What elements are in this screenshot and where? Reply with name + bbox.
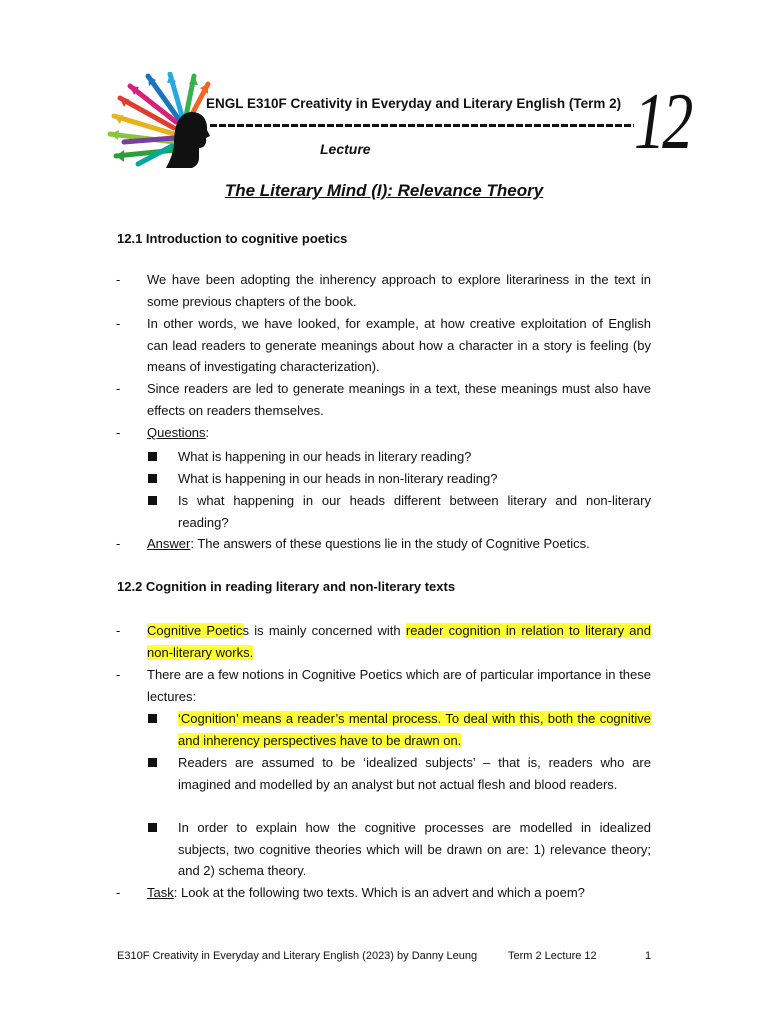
notion-item: [178, 708, 651, 751]
colorful-head-logo: [104, 72, 214, 168]
question-item: What is happening in our heads in literary reading?: [178, 449, 472, 464]
lecture-label: Lecture: [320, 141, 371, 157]
question-item: What is happening in our heads in non-literary reading?: [178, 471, 498, 486]
bullet-text: There are a few notions in Cognitive Poetics which are of particular importance in these lectures:: [147, 667, 651, 704]
square-bullet-icon: [148, 452, 157, 461]
dash-bullet: -: [116, 667, 121, 682]
task-text: : Look at the following two texts. Which is an advert and which a poem?: [173, 885, 585, 900]
square-bullet-icon: [148, 758, 157, 767]
course-title: ENGL E310F Creativity in Everyday and Literary English (Term 2): [206, 96, 622, 111]
bullet-text-mid: s is mainly concerned with: [242, 623, 406, 638]
page-number: 1: [645, 950, 652, 962]
square-bullet-icon: [148, 823, 157, 832]
bullet-text: We have been adopting the inherency approach to explore literariness in the text in some previous chapters of the book.: [147, 272, 651, 309]
notion-item: In order to explain how the cognitive processes are modelled in idealized subjects, two cognitive theories which will be drawn on are: 1) relevance theory; and 2) schema theory.: [178, 820, 651, 879]
section-heading-12-1: 12.1 Introduction to cognitive poetics: [117, 231, 348, 246]
highlight-cognition-definition: ‘Cognition’ means a reader’s mental process. To deal with this, both the cognitive and inherency perspectives have to be drawn on.: [178, 711, 651, 748]
lecture-number: 12: [634, 78, 691, 166]
answer-label: Answer: [147, 536, 191, 551]
dash-bullet: -: [116, 272, 121, 287]
square-bullet-icon: [148, 496, 157, 505]
answer-text: : The answers of these questions lie in the study of Cognitive Poetics.: [190, 536, 590, 551]
bullet-text: Since readers are led to generate meanings in a text, these meanings must also have effects on readers themselves.: [147, 381, 651, 418]
square-bullet-icon: [148, 474, 157, 483]
dash-bullet: -: [116, 885, 121, 900]
questions-bullet: Questions:: [147, 425, 210, 440]
bullet-text: In other words, we have looked, for example, at how creative exploitation of English can lead readers to generate meanings about how a character in a story is feeling (by means of investigating characterization).: [147, 316, 651, 375]
highlight-reader-cognition: reader cognition in relation to literary and non-literary works.: [147, 623, 651, 660]
section-heading-12-2: 12.2 Cognition in reading literary and non-literary texts: [117, 579, 456, 594]
cognitive-poetics-bullet: [147, 620, 651, 663]
footer-course: E310F Creativity in Everyday and Literary English (2023) by Danny Leung: [117, 950, 478, 962]
dash-bullet: -: [116, 623, 121, 638]
highlight-cognitive-poetic: Cognitive Poetic: [147, 623, 243, 638]
answer-bullet: [147, 533, 651, 555]
footer-lecture: Term 2 Lecture 12: [508, 950, 597, 962]
document-title: The Literary Mind (I): Relevance Theory: [224, 181, 544, 200]
notion-item: Readers are assumed to be ‘idealized subjects’ – that is, readers who are imagined and modelled by an analyst but not actual flesh and blood readers.: [178, 755, 651, 792]
dash-bullet: -: [116, 381, 121, 396]
task-label: Task: [147, 885, 174, 900]
header-dashed-rule: [210, 124, 634, 127]
dash-bullet: -: [116, 425, 121, 440]
task-bullet: [147, 882, 651, 904]
question-item: Is what happening in our heads different between literary and non-literary reading?: [178, 493, 651, 530]
questions-label: Questions: [147, 425, 206, 440]
square-bullet-icon: [148, 714, 157, 723]
dash-bullet: -: [116, 536, 121, 551]
dash-bullet: -: [116, 316, 121, 331]
